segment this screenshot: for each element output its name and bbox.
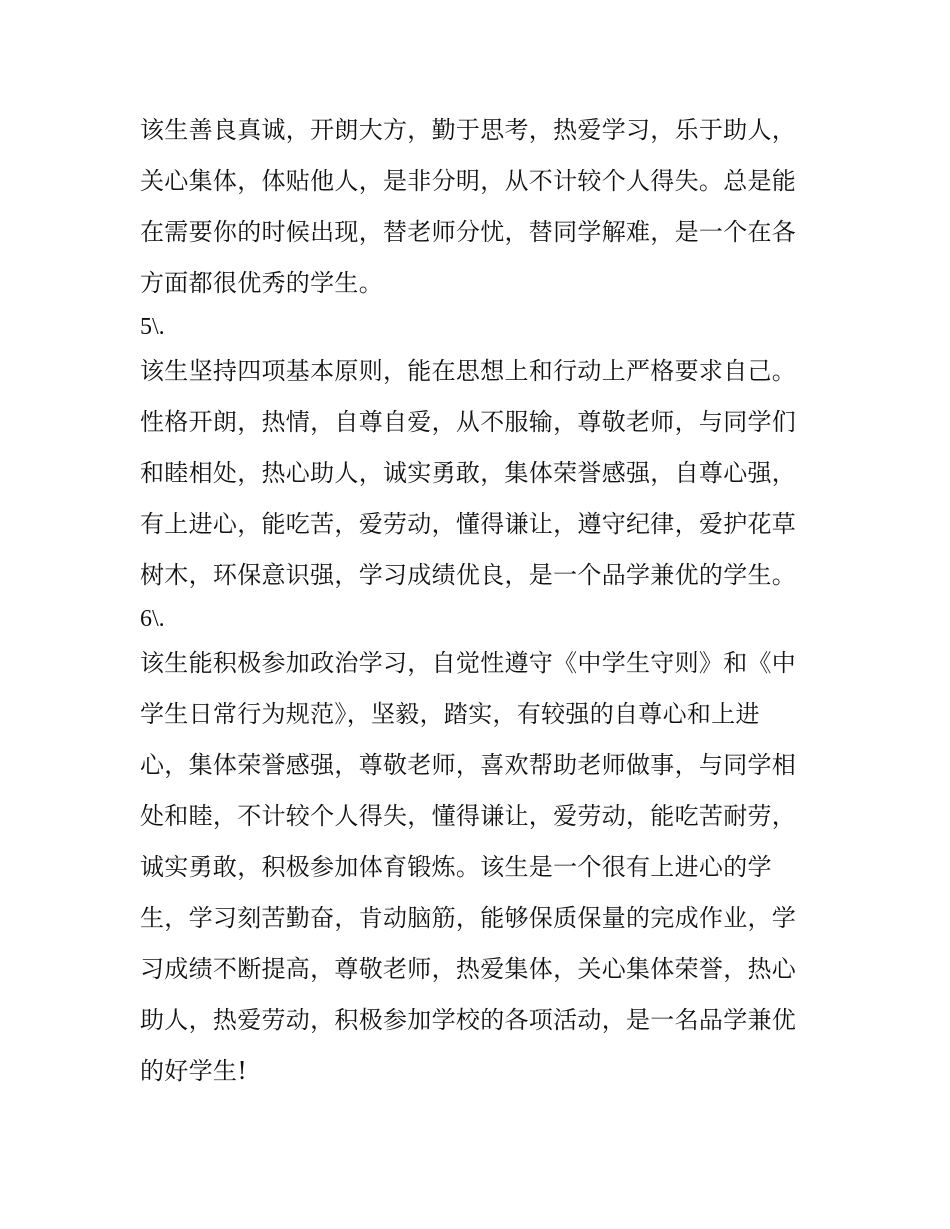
text-line: 学生日常行为规范》，坚毅，踏实，有较强的自尊心和上进 — [140, 700, 760, 728]
text-line: 关心集体，体贴他人，是非分明，从不计较个人得失。总是能 — [140, 167, 797, 195]
text-line: 树木，环保意识强，学习成绩优良，是一个品学兼优的学生。 — [140, 561, 797, 589]
text-line: 处和睦，不计较个人得失，懂得谦让，爱劳动，能吃苦耐劳， — [140, 802, 797, 830]
item-number-5: 5\. — [140, 314, 165, 340]
text-line: 该生能积极参加政治学习，自觉性遵守《中学生守则》和《中 — [140, 649, 797, 677]
text-line: 生，学习刻苦勤奋，肯动脑筋，能够保质保量的完成作业，学 — [140, 904, 797, 932]
text-line: 在需要你的时候出现，替老师分忧，替同学解难，是一个在各 — [140, 218, 797, 246]
text-line: 诚实勇敢，积极参加体育锻炼。该生是一个很有上进心的学 — [140, 853, 772, 881]
paragraph-comment-6 — [140, 638, 820, 1097]
paragraph-comment-4 — [140, 105, 820, 309]
text-line: 该生善良真诚，开朗大方，勤于思考，热爱学习，乐于助人， — [140, 116, 797, 144]
text-line: 的好学生! — [140, 1057, 248, 1085]
text-line: 该生坚持四项基本原则，能在思想上和行动上严格要求自己。 — [140, 357, 797, 385]
document-body — [140, 105, 820, 1097]
paragraph-comment-5 — [140, 346, 820, 601]
text-line: 心，集体荣誉感强，尊敬老师，喜欢帮助老师做事，与同学相 — [140, 751, 797, 779]
text-line: 助人，热爱劳动，积极参加学校的各项活动，是一名品学兼优 — [140, 1006, 797, 1034]
text-line: 性格开朗，热情，自尊自爱，从不服输，尊敬老师，与同学们 — [140, 408, 797, 436]
text-line: 方面都很优秀的学生。 — [140, 269, 383, 297]
text-line: 和睦相处，热心助人，诚实勇敢，集体荣誉感强，自尊心强， — [140, 459, 797, 487]
text-line: 有上进心，能吃苦，爱劳动，懂得谦让，遵守纪律，爱护花草 — [140, 510, 797, 538]
text-line: 习成绩不断提高，尊敬老师，热爱集体，关心集体荣誉，热心 — [140, 955, 797, 983]
item-number-6: 6\. — [140, 606, 165, 632]
